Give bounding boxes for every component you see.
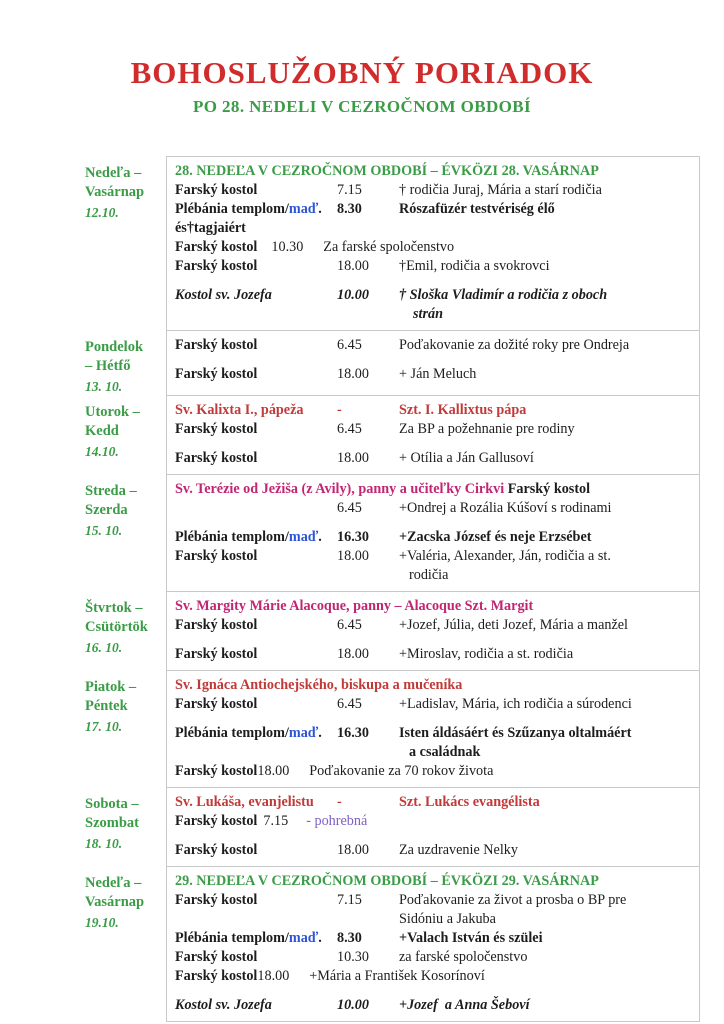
- time-cell: [337, 401, 399, 420]
- entry-line: [175, 616, 689, 635]
- day-cell: [60, 331, 166, 396]
- text-segment: 18.00: [337, 258, 369, 275]
- schedule-row: [60, 396, 700, 475]
- intention-cell: [399, 181, 689, 200]
- text-segment: 6.45: [337, 421, 362, 438]
- text-segment: Plébánia templom/: [175, 529, 289, 546]
- day-name: Pondelok: [85, 339, 144, 356]
- place-cell: [175, 743, 337, 762]
- text-segment: -: [337, 402, 342, 419]
- text-segment: a családnak: [409, 744, 481, 761]
- text-segment: + Otília a Ján Gallusoví: [399, 450, 534, 467]
- entry-line: [175, 162, 689, 181]
- time-cell: [337, 305, 399, 324]
- intention-cell: [399, 948, 689, 967]
- place-cell: [175, 891, 337, 910]
- text-segment: 29. NEDEĽA V CEZROČNOM OBDOBÍ – ÉVKÖZI 29. VASÁRNAP: [175, 873, 599, 890]
- day-name: Streda –: [85, 483, 137, 500]
- entry-line: [175, 645, 689, 664]
- entry-line: [175, 695, 689, 714]
- text-segment: .: [318, 725, 322, 742]
- intention-cell: [399, 996, 689, 1015]
- entry-line: [175, 528, 689, 547]
- schedule-table: [60, 157, 700, 1022]
- text-segment: Poďakovanie za život a prosba o BP pre: [399, 892, 627, 909]
- intention-cell: [399, 365, 689, 384]
- text-segment: Farský kostol: [175, 366, 258, 383]
- text-segment: Sv. Terézie od Ježiša (z Avily), panny a učiteľky Cirkvi: [175, 481, 508, 498]
- time-cell: [337, 793, 399, 812]
- place-cell: [175, 793, 337, 812]
- place-cell: [175, 645, 337, 664]
- text-segment: † Sloška Vladimír a rodičia z oboch: [399, 287, 608, 304]
- text-segment: 18.00: [337, 450, 369, 467]
- text-segment: Farský kostol: [175, 646, 258, 663]
- text-segment: Farský kostol: [175, 892, 258, 909]
- time-cell: [337, 948, 399, 967]
- text-segment: Farský kostol: [175, 813, 258, 830]
- time-cell: [337, 841, 399, 860]
- day-cell: [60, 396, 166, 475]
- time-cell: [337, 910, 399, 929]
- content-cell: [166, 787, 700, 867]
- text-segment: 7.15: [337, 182, 362, 199]
- day-name: Vasárnap: [85, 894, 145, 911]
- text-segment: Farský kostol: [175, 182, 258, 199]
- text-segment: strán: [413, 306, 443, 323]
- entry-line: [175, 219, 689, 238]
- text-segment: maď: [288, 930, 319, 947]
- day-date: 15. 10.: [85, 523, 123, 539]
- content-cell: [166, 866, 700, 1022]
- text-segment: 18.00: [257, 968, 290, 985]
- day-date: 16. 10.: [85, 640, 123, 656]
- spacer: [175, 276, 689, 286]
- spacer: [175, 635, 689, 645]
- text-segment: Sv. Lukáša, evanjelistu: [175, 794, 314, 811]
- text-segment: Sidóniu a Jakuba: [399, 911, 496, 928]
- entry-line: [175, 499, 689, 518]
- entry-line: [175, 286, 689, 305]
- text-segment: Farský kostol: [175, 696, 258, 713]
- intention-cell: [399, 566, 689, 585]
- text-segment: Szt. I. Kallixtus pápa: [399, 402, 527, 419]
- day-name: Nedeľa –: [85, 165, 142, 182]
- entry-line: [175, 891, 689, 910]
- text-segment: Za uzdravenie Nelky: [399, 842, 518, 859]
- day-name: Nedeľa –: [85, 875, 142, 892]
- text-segment: - pohrebná: [306, 813, 368, 830]
- time-cell: [337, 695, 399, 714]
- time-cell: [337, 449, 399, 468]
- day-cell: [60, 592, 166, 671]
- text-segment: .: [318, 930, 322, 947]
- text-segment: +Ladislav, Mária, ich rodičia a súrodenci: [399, 696, 632, 713]
- content-cell: [166, 156, 700, 331]
- entry-line: [175, 365, 689, 384]
- text-segment: 18.00: [337, 548, 369, 565]
- entry-line: [175, 449, 689, 468]
- entry-line: [175, 305, 689, 324]
- text-segment: Poďakovanie za 70 rokov života: [309, 763, 494, 780]
- content-cell: [166, 474, 700, 592]
- day-cell: [60, 671, 166, 788]
- day-cell: [60, 157, 166, 331]
- entry-line: [175, 929, 689, 948]
- day-cell: [60, 788, 166, 867]
- text-segment: rodičia: [409, 567, 449, 584]
- text-segment: Farský kostol: [175, 421, 258, 438]
- text-segment: +Jozef a Anna Šeboví: [399, 997, 530, 1014]
- place-cell: [175, 566, 337, 585]
- intention-cell: [399, 743, 689, 762]
- place-cell: [175, 257, 337, 276]
- text-segment: 6.45: [337, 500, 362, 517]
- place-cell: [175, 200, 337, 219]
- text-segment: 7.15: [263, 813, 289, 830]
- text-segment: Za BP a požehnanie pre rodiny: [399, 421, 575, 438]
- entry-line: [175, 743, 689, 762]
- intention-cell: [399, 336, 689, 355]
- text-segment: +Valach István és szülei: [399, 930, 543, 947]
- intention-cell: [399, 793, 689, 812]
- text-segment: Farský kostol: [175, 949, 258, 966]
- time-cell: [337, 929, 399, 948]
- day-date: 18. 10.: [85, 836, 123, 852]
- schedule-row: [60, 592, 700, 671]
- text-segment: Poďakovanie za dožité roky pre Ondreja: [399, 337, 630, 354]
- entry-line: [175, 676, 689, 695]
- entry-line: [175, 724, 689, 743]
- text-segment: maď: [288, 529, 319, 546]
- text-segment: Farský kostol: [175, 450, 258, 467]
- entry-line: [175, 841, 689, 860]
- text-segment: 7.15: [337, 892, 362, 909]
- time-cell: [337, 891, 399, 910]
- text-segment: .: [318, 201, 322, 218]
- spacer: [175, 518, 689, 528]
- day-date: 19.10.: [85, 915, 119, 931]
- text-segment: +Valéria, Alexander, Ján, rodičia a st.: [399, 548, 611, 565]
- day-cell: [60, 867, 166, 1022]
- day-name: Štvrtok –: [85, 600, 143, 617]
- day-date: 12.10.: [85, 205, 119, 221]
- spacer: [175, 355, 689, 365]
- spacer: [175, 439, 689, 449]
- intention-cell: [399, 891, 689, 910]
- place-cell: [175, 365, 337, 384]
- text-segment: Farský kostol: [175, 968, 258, 985]
- schedule-row: [60, 788, 700, 867]
- intention-cell: [399, 528, 689, 547]
- text-segment: Rószafüzér testvériség élő: [399, 201, 555, 218]
- text-segment: Farský kostol: [175, 337, 258, 354]
- entry-line: [175, 480, 689, 499]
- content-cell: [166, 395, 700, 475]
- place-cell: [175, 724, 337, 743]
- text-segment: †Emil, rodičia a svokrovci: [399, 258, 550, 275]
- text-segment: za farské spoločenstvo: [399, 949, 528, 966]
- place-cell: [175, 181, 337, 200]
- intention-cell: [399, 305, 689, 324]
- text-segment: 8.30: [337, 201, 362, 218]
- intention-cell: [399, 695, 689, 714]
- entry-line: [175, 812, 689, 831]
- intention-cell: [399, 910, 689, 929]
- time-cell: [337, 200, 399, 219]
- text-segment: 18.00: [337, 366, 369, 383]
- place-cell: [175, 420, 337, 439]
- text-segment: -: [337, 794, 342, 811]
- entry-line: [175, 566, 689, 585]
- text-segment: Plébánia templom/: [175, 201, 289, 218]
- entry-line: [175, 401, 689, 420]
- text-segment: 18.00: [337, 646, 369, 663]
- time-cell: [337, 743, 399, 762]
- place-cell: [175, 336, 337, 355]
- entry-line: [175, 336, 689, 355]
- intention-cell: [399, 401, 689, 420]
- text-segment: Farský kostol: [175, 617, 258, 634]
- time-cell: [337, 724, 399, 743]
- text-segment: Farský kostol: [175, 763, 258, 780]
- spacer: [175, 831, 689, 841]
- page-title: BOHOSLUŽOBNÝ PORIADOK: [130, 55, 594, 90]
- text-segment: Farský kostol: [175, 548, 258, 565]
- intention-cell: [399, 724, 689, 743]
- entry-line: [175, 948, 689, 967]
- entry-line: [175, 996, 689, 1015]
- text-segment: Farský kostol: [175, 842, 258, 859]
- text-segment: 6.45: [337, 696, 362, 713]
- day-cell: [60, 475, 166, 592]
- place-cell: [175, 616, 337, 635]
- place-cell: [175, 948, 337, 967]
- entry-line: [175, 257, 689, 276]
- time-cell: [337, 499, 399, 518]
- content-cell: [166, 330, 700, 396]
- text-segment: Za farské spoločenstvo: [323, 239, 455, 256]
- intention-cell: [399, 929, 689, 948]
- time-cell: [337, 547, 399, 566]
- text-segment: Isten áldásáért és Szűzanya oltalmáért: [399, 725, 632, 742]
- time-cell: [337, 336, 399, 355]
- intention-cell: [399, 200, 689, 219]
- text-segment: 10.30: [271, 239, 304, 256]
- intention-cell: [399, 286, 689, 305]
- place-cell: [175, 996, 337, 1015]
- day-name: Kedd: [85, 423, 119, 440]
- text-segment: 10.00: [337, 287, 369, 304]
- text-segment: .: [318, 529, 322, 546]
- place-cell: [175, 305, 337, 324]
- intention-cell: [399, 420, 689, 439]
- schedule-row: [60, 475, 700, 592]
- document-header: [0, 0, 724, 117]
- intention-cell: [399, 841, 689, 860]
- text-segment: maď: [288, 725, 319, 742]
- place-cell: [175, 910, 337, 929]
- text-segment: Kostol sv. Jozefa: [175, 287, 272, 304]
- entry-line: [175, 910, 689, 929]
- text-segment: +Zacska József és neje Erzsébet: [399, 529, 592, 546]
- text-segment: 16.30: [337, 725, 369, 742]
- place-cell: [175, 695, 337, 714]
- place-cell: [175, 286, 337, 305]
- time-cell: [337, 616, 399, 635]
- entry-line: [175, 872, 689, 891]
- day-date: 14.10.: [85, 444, 119, 460]
- time-cell: [337, 645, 399, 664]
- day-name: Csütörtök: [85, 619, 148, 636]
- entry-line: [175, 597, 689, 616]
- place-cell: [175, 528, 337, 547]
- text-segment: +Jozef, Júlia, deti Jozef, Mária a manžel: [399, 617, 628, 634]
- time-cell: [337, 257, 399, 276]
- text-segment: 6.45: [337, 617, 362, 634]
- day-name: – Hétfő: [85, 358, 131, 375]
- intention-cell: [399, 616, 689, 635]
- text-segment: +Ondrej a Rozália Kúšoví s rodinami: [399, 500, 612, 517]
- entry-line: [175, 420, 689, 439]
- text-segment: Plébánia templom/: [175, 930, 289, 947]
- day-name: Szombat: [85, 815, 139, 832]
- text-segment: 18.00: [337, 842, 369, 859]
- text-segment: +Mária a František Kosorínoví: [309, 968, 485, 985]
- page-subtitle: PO 28. NEDELI V CEZROČNOM OBDOBÍ: [192, 97, 532, 117]
- text-segment: 10.30: [337, 949, 369, 966]
- day-name: Piatok –: [85, 679, 137, 696]
- intention-cell: [399, 547, 689, 566]
- text-segment: Sv. Ignáca Antiochejského, biskupa a mučeníka: [175, 677, 463, 694]
- text-segment: 8.30: [337, 930, 362, 947]
- text-segment: maď: [288, 201, 319, 218]
- schedule-row: [60, 157, 700, 331]
- text-segment: † rodičia Juraj, Mária a starí rodičia: [399, 182, 602, 199]
- place-cell: [175, 841, 337, 860]
- time-cell: [337, 286, 399, 305]
- time-cell: [337, 996, 399, 1015]
- day-name: Szerda: [85, 502, 128, 519]
- intention-cell: [399, 499, 689, 518]
- text-segment: 28. NEDEĽA V CEZROČNOM OBDOBÍ – ÉVKÖZI 28. VASÁRNAP: [175, 163, 599, 180]
- time-cell: [337, 181, 399, 200]
- day-date: 13. 10.: [85, 379, 123, 395]
- entry-line: [175, 181, 689, 200]
- text-segment: Farský kostol: [507, 481, 591, 498]
- intention-cell: [399, 449, 689, 468]
- text-segment: Farský kostol: [175, 258, 258, 275]
- text-segment: és†tagjaiért: [175, 220, 246, 237]
- content-cell: [166, 670, 700, 788]
- place-cell: [175, 499, 337, 518]
- day-name: Péntek: [85, 698, 128, 715]
- text-segment: 16.30: [337, 529, 369, 546]
- text-segment: +Miroslav, rodičia a st. rodičia: [399, 646, 574, 663]
- text-segment: 10.00: [337, 997, 369, 1014]
- entry-line: [175, 200, 689, 219]
- text-segment: Sv. Margity Márie Alacoque, panny – Alacoque Szt. Margit: [175, 598, 534, 615]
- time-cell: [337, 420, 399, 439]
- day-name: Vasárnap: [85, 184, 145, 201]
- spacer: [175, 714, 689, 724]
- place-cell: [175, 449, 337, 468]
- text-segment: Kostol sv. Jozefa: [175, 997, 272, 1014]
- text-segment: 6.45: [337, 337, 362, 354]
- time-cell: [337, 365, 399, 384]
- entry-line: [175, 238, 689, 257]
- time-cell: [337, 566, 399, 585]
- place-cell: [175, 929, 337, 948]
- schedule-row: [60, 671, 700, 788]
- entry-line: [175, 547, 689, 566]
- schedule-row: [60, 867, 700, 1022]
- entry-line: [175, 762, 689, 781]
- spacer: [175, 986, 689, 996]
- intention-cell: [399, 645, 689, 664]
- text-segment: Plébánia templom/: [175, 725, 289, 742]
- entry-line: [175, 967, 689, 986]
- entry-line: [175, 793, 689, 812]
- time-cell: [337, 528, 399, 547]
- day-name: Utorok –: [85, 404, 140, 421]
- day-date: 17. 10.: [85, 719, 123, 735]
- text-segment: Sv. Kalixta I., pápeža: [175, 402, 304, 419]
- text-segment: 18.00: [257, 763, 290, 780]
- text-segment: Farský kostol: [175, 239, 258, 256]
- content-cell: [166, 591, 700, 671]
- intention-cell: [399, 257, 689, 276]
- text-segment: Szt. Lukács evangélista: [399, 794, 540, 811]
- schedule-row: [60, 331, 700, 396]
- day-name: Sobota –: [85, 796, 139, 813]
- text-segment: + Ján Meluch: [399, 366, 477, 383]
- place-cell: [175, 401, 337, 420]
- place-cell: [175, 547, 337, 566]
